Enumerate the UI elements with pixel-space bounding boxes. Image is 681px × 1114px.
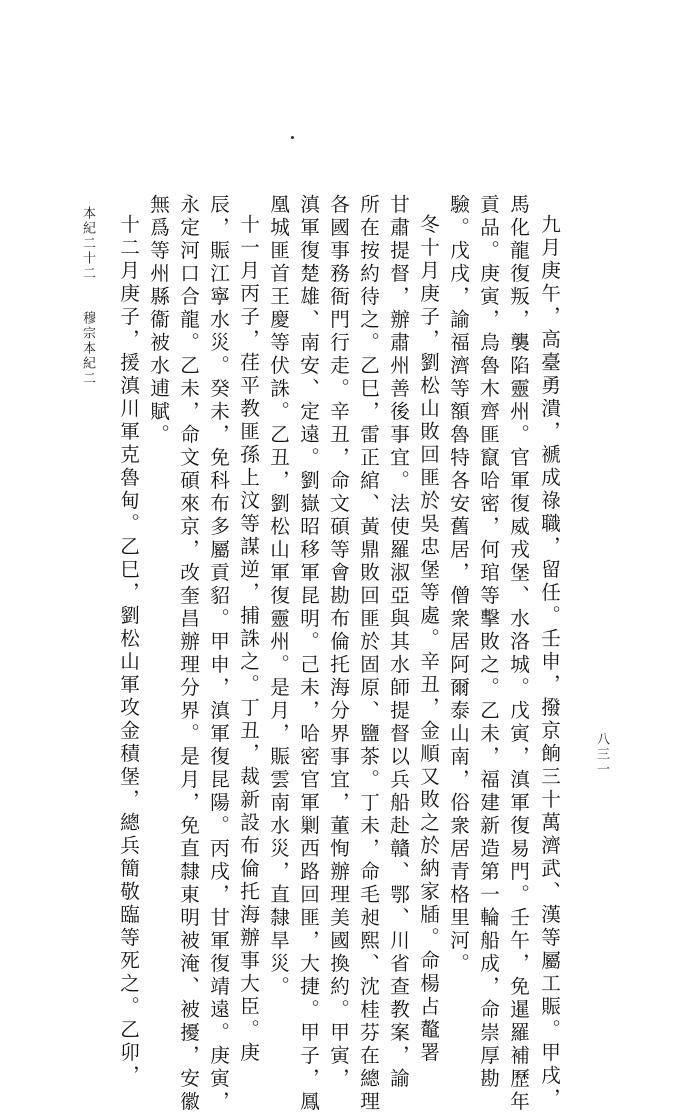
text-column-2: 馬化龍復叛，襲陷靈州。官軍復威戎堡、水洛城。戊寅，滇軍復易門。壬午，免暹羅補歷年 xyxy=(506,194,530,1114)
text-column-11: 十一月丙子，荏平教匪孫上汶等謀逆，捕誅之。丁丑，裁新設布倫托海辦事大臣。庚 xyxy=(236,214,260,1065)
text-column-4: 驗。戊戌，諭福濟等額魯特各安舊居，僧衆居阿爾泰山南，俗衆居青格里河。 xyxy=(446,194,470,976)
running-header-chapter: 本紀二十二 穆宗本紀二 xyxy=(80,206,95,386)
text-column-6: 甘肅提督，辦肅州善後事宜。法使羅淑亞與其水師提督以兵船赴贛、鄂、川省查教案，諭 xyxy=(386,194,410,1091)
text-column-14: 無爲等州縣衞被水逋賦。 xyxy=(146,194,170,447)
text-column-5: 冬十月庚子，劉松山敗回匪於吳忠堡等處。辛丑，金順又敗之於納家牐。命楊占鼇署 xyxy=(416,214,440,1065)
text-column-15: 十二月庚子，援滇川軍克魯甸。乙巳，劉松山軍攻金積堡，總兵簡敬臨等死之。乙卯， xyxy=(116,214,140,1088)
text-column-7: 所在按約待之。乙巳，雷正綰、黃鼎敗回匪於固原、鹽茶。丁未，命毛昶熙、沈桂芬在總理 xyxy=(356,194,380,1114)
text-column-12: 辰，賑江寧水災。癸未，免科布多屬貢貂。甲申，滇軍復昆陽。丙戌，甘軍復靖遠。庚寅， xyxy=(206,194,230,1114)
text-column-8: 各國事務衙門行走。辛丑，命文碩等會勘布倫托海分界事宜，董恂辦理美國換約。甲寅， xyxy=(326,194,350,1091)
text-column-1: 九月庚午，高臺勇潰，褫成祿職，留任。壬申，撥京餉三十萬濟武、漢等屬工賑。甲戌， xyxy=(537,214,561,1111)
text-column-9: 滇軍復楚雄、南安、定遠。劉嶽昭移軍昆明。己未，哈密官軍剿西路回匪，大捷。甲子，鳳 xyxy=(296,194,320,1114)
text-column-10: 凰城匪首王慶等伏誅。乙丑，劉松山軍復靈州。是月，賑雲南水災，直隸旱災。 xyxy=(266,194,290,999)
text-column-13: 永定河口合龍。乙未，命文碩來京，改奎昌辦理分界。是月，免直隸東明被淹、被擾，安徽 xyxy=(176,194,200,1114)
text-column-3: 貢品。庚寅，烏魯木齊匪竄哈密，何琯等擊敗之。乙未，福建新造第一輪船成，命崇厚勘 xyxy=(476,194,500,1091)
page-number: 八三一 xyxy=(594,732,609,777)
printing-dot xyxy=(291,136,294,139)
